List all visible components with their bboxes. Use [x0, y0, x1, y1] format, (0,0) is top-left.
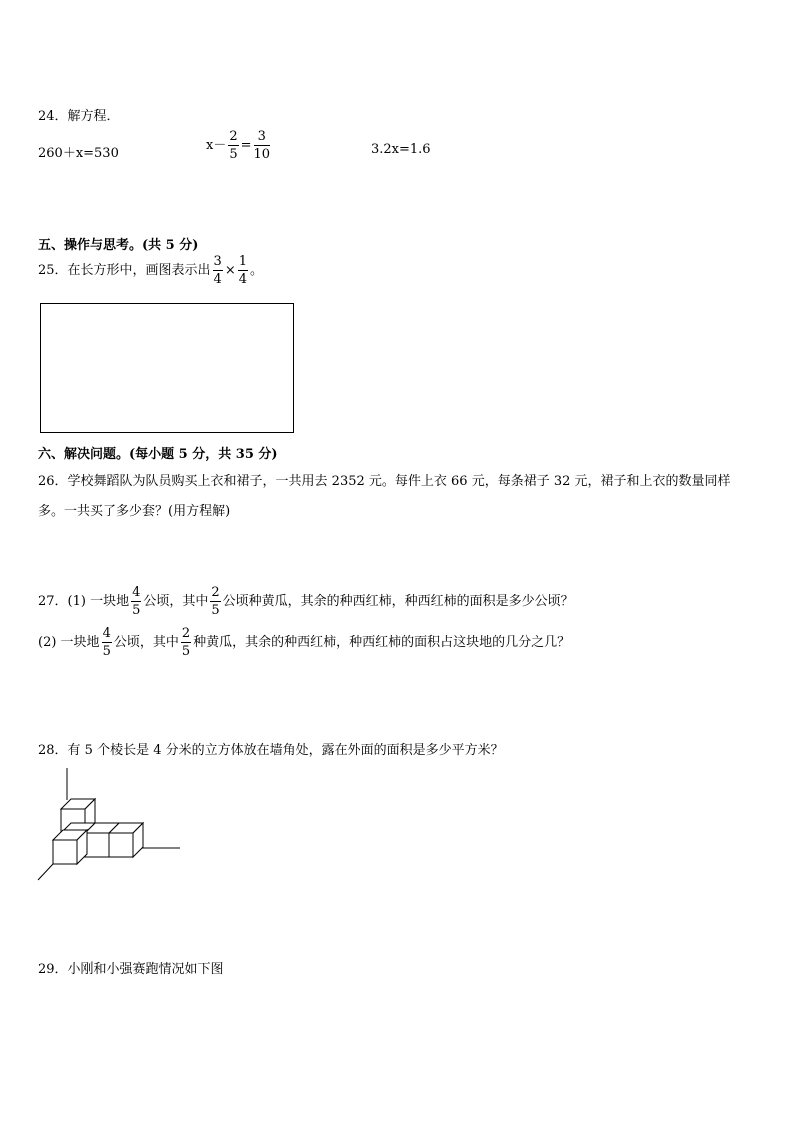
q25-suffix: 。 [250, 263, 264, 278]
fraction-denominator: 5 [229, 147, 238, 162]
q27-part-1 [38, 586, 574, 617]
fraction [254, 130, 271, 161]
q24-title: 24．解方程． [38, 109, 120, 124]
equals-sign: = [240, 138, 252, 153]
fraction [238, 255, 248, 286]
fraction-numerator: 3 [254, 130, 271, 146]
cube-front [109, 833, 133, 857]
q25-prefix: 25．在长方形中，画图表示出 [38, 263, 211, 278]
q24-equation-2 [206, 130, 272, 161]
q27-p2-mid: 公顷，其中 [113, 635, 179, 650]
fraction-denominator: 4 [238, 272, 248, 287]
fraction [131, 586, 141, 617]
fraction [181, 627, 191, 658]
fraction-denominator: 5 [102, 644, 111, 659]
cube-front [53, 840, 77, 864]
fraction-numerator: 4 [132, 585, 141, 600]
cubes-in-corner-figure [30, 760, 190, 885]
fraction-denominator: 5 [132, 603, 141, 618]
fraction-denominator: 10 [253, 147, 271, 162]
q26-line-2: 多。一共买了多少套？(用方程解) [38, 504, 231, 519]
section-5-heading: 五、操作与思考。(共 5 分) [38, 238, 199, 253]
fraction-denominator: 5 [181, 644, 191, 659]
fraction [213, 255, 223, 286]
q29-text: 29．小刚和小强赛跑情况如下图 [38, 962, 224, 977]
fraction-numerator: 4 [102, 626, 111, 641]
fraction-numerator: 3 [213, 254, 222, 269]
fraction-numerator: 2 [181, 626, 191, 641]
fraction-denominator: 4 [213, 272, 222, 287]
floor-edge-line [38, 864, 53, 880]
q28-text: 28．有 5 个棱长是 4 分米的立方体放在墙角处，露在外面的面积是多少平方米？ [38, 743, 504, 758]
q27-p1-prefix: 27．(1) 一块地 [38, 594, 130, 609]
q27-p2-suffix: 种黄瓜，其余的种西红柿，种西红柿的面积占这块地的几分之几？ [193, 635, 571, 650]
q25-text [38, 255, 263, 286]
q27-part-2 [38, 627, 570, 658]
q27-p2-prefix: (2) 一块地 [38, 635, 100, 650]
drawing-rectangle [40, 303, 294, 433]
fraction-numerator: 2 [229, 129, 238, 144]
times-sign: × [224, 263, 236, 278]
q26-line-1: 26．学校舞蹈队为队员购买上衣和裙子，一共用去 2352 元。每件上衣 66 元，每条裙子 32 元，裙子和上衣的数量同样 [38, 474, 731, 489]
fraction [210, 586, 220, 617]
fraction [228, 130, 238, 161]
q24-equation-3: 3.2x=1.6 [371, 142, 431, 157]
fraction-numerator: 2 [211, 585, 220, 600]
fraction [102, 627, 112, 658]
fraction-denominator: 5 [211, 603, 220, 618]
q24-equation-1: 260＋x=530 [38, 146, 119, 161]
eq2-prefix: x－ [206, 138, 227, 153]
q27-p1-suffix: 公顷种黄瓜，其余的种西红柿，种西红柿的面积是多少公顷？ [222, 594, 574, 609]
fraction-numerator: 1 [238, 254, 248, 269]
cube-front [85, 833, 109, 857]
q27-p1-mid: 公顷，其中 [143, 594, 209, 609]
section-6-heading: 六、解决问题。(每小题 5 分，共 35 分) [38, 447, 278, 462]
